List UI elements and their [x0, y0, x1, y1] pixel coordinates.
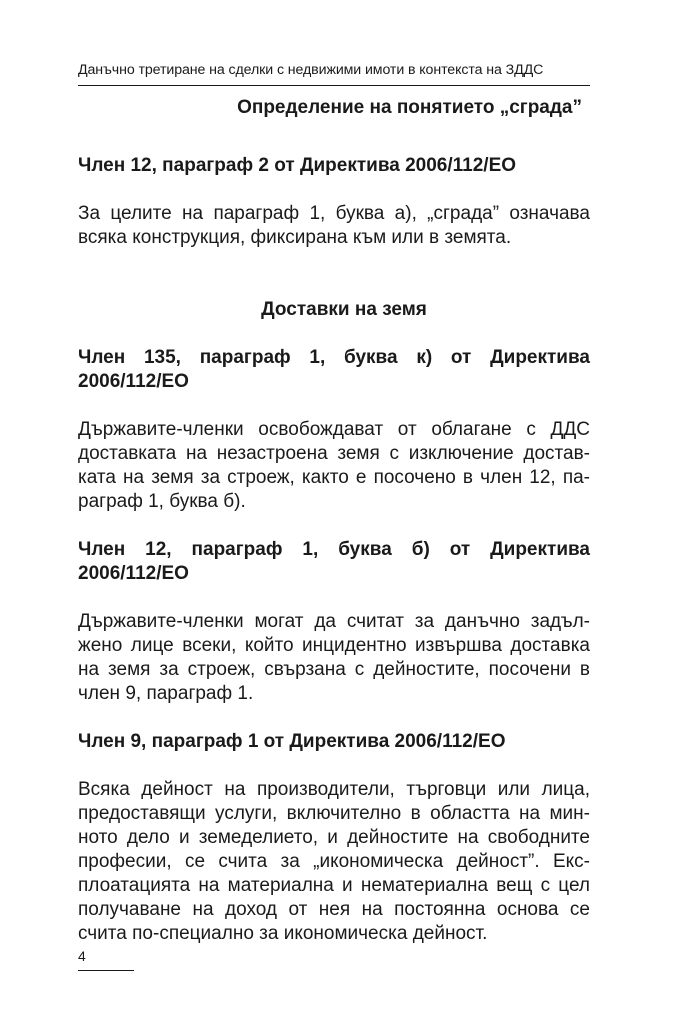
paragraph-line: Държавите-членки могат да считат за данъчно задъл-: [78, 611, 590, 632]
heading-line: 2006/112/ЕО: [78, 371, 189, 392]
paragraph-line: счита по-специално за икономическа дейност.: [78, 923, 488, 944]
section-title: Доставки на земя: [261, 299, 427, 320]
paragraph-line: професии, се счита за „икономическа дейност”. Екс-: [78, 851, 590, 872]
page-number: 4: [78, 948, 86, 964]
running-header: Данъчно третиране на сделки с недвижими имоти в контекста на ЗДДС: [78, 62, 544, 78]
heading-line: 2006/112/ЕО: [78, 563, 189, 584]
paragraph: [78, 778, 590, 946]
section-heading: Член 12, параграф 2 от Директива 2006/112/ЕО: [78, 155, 517, 176]
page-body: [78, 96, 590, 946]
section-title: Определение на понятието „сграда”: [237, 97, 582, 118]
paragraph-line: всяка конструкция, фиксирана към или в земята.: [78, 227, 512, 248]
paragraph: [78, 610, 590, 706]
paragraph-line: За целите на параграф 1, буква а), „сграда” означава: [78, 203, 590, 224]
paragraph-line: доставката на незастроена земя с изключение достав-: [78, 443, 590, 464]
footer-rule: [78, 970, 134, 971]
paragraph-line: раграф 1, буква б).: [78, 491, 246, 512]
heading-line: Член 135, параграф 1, буква к) от Директива: [78, 347, 590, 368]
section-heading: [78, 346, 590, 394]
paragraph: [78, 418, 590, 514]
paragraph-line: предоставящи услуги, включително в областта на мин-: [78, 803, 590, 824]
paragraph-line: плоатацията на материална и нематериална вещ с цел: [78, 875, 590, 896]
section-heading: [78, 538, 590, 586]
section-heading: Член 9, параграф 1 от Директива 2006/112/ЕО: [78, 731, 506, 752]
paragraph-line: Всяка дейност на производители, търговци или лица,: [78, 779, 590, 800]
paragraph-line: член 9, параграф 1.: [78, 683, 254, 704]
paragraph-line: жено лице всеки, който инцидентно извършва доставка: [78, 635, 590, 656]
header-rule: [78, 85, 590, 86]
paragraph: [78, 202, 590, 250]
paragraph-line: получаване на доход от нея на постоянна основа се: [78, 899, 590, 920]
heading-line: Член 12, параграф 1, буква б) от Директива: [78, 539, 590, 560]
paragraph-line: ното дело и земеделието, и дейностите на свободните: [78, 827, 590, 848]
paragraph-line: ката на земя за строеж, както е посочено в член 12, па-: [78, 467, 590, 488]
paragraph-line: на земя за строеж, свързана с дейностите, посочени в: [78, 659, 590, 680]
paragraph-line: Държавите-членки освобождават от облагане с ДДС: [78, 419, 590, 440]
